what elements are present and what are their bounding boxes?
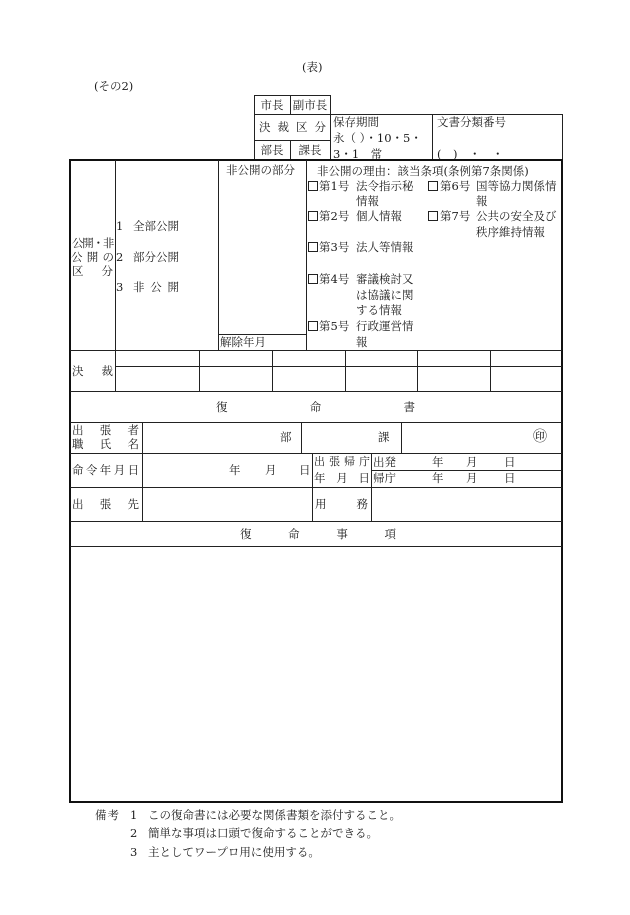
- disclosure-option-number: 1: [116, 219, 124, 233]
- table-rule-h: [70, 391, 562, 392]
- table-rule-v: [306, 160, 307, 350]
- reason-article-text: 情報: [356, 194, 379, 208]
- departure-month-unit: 月: [466, 455, 478, 469]
- traveler-section-field: [302, 423, 374, 453]
- retention-period-options: 永（ ）・10・5・: [333, 131, 422, 145]
- table-rule-v: [432, 114, 433, 160]
- destination-label: 出 張 先: [72, 497, 139, 511]
- traveler-name-field: [402, 423, 527, 453]
- mayor-label: 市長: [260, 98, 284, 112]
- order-date-month-unit: 月: [265, 463, 277, 477]
- dept-suffix-label: 部: [280, 430, 292, 444]
- form-face-label: (表): [302, 60, 323, 74]
- nondisclosure-reason-header: 非公開の理由：該当条項(条例第7条関係): [317, 164, 529, 178]
- reason-article-text: 行政運営情: [356, 319, 414, 333]
- note-text: 主としてワープロ用に使用する。: [148, 845, 320, 859]
- reason-article-text: 個人情報: [356, 209, 402, 223]
- note-number: 3: [130, 845, 138, 859]
- reason-checkbox-2[interactable]: [308, 211, 318, 221]
- nondisclosed-part-label: 非公開の部分: [226, 163, 295, 177]
- order-date-label: 命令年月日: [72, 463, 142, 477]
- disclosure-option-number: 3: [116, 280, 124, 294]
- vice-mayor-label: 副市長: [292, 98, 328, 112]
- notes-label: 備考: [95, 808, 120, 822]
- release-date-label: 解除年月: [220, 335, 266, 349]
- order-date-year-unit: 年: [229, 463, 241, 477]
- nondisclosed-part-field: [219, 178, 305, 333]
- reason-article-text: 法人等情報: [356, 240, 414, 254]
- table-rule-h: [70, 521, 562, 522]
- section-suffix-label: 課: [378, 430, 390, 444]
- reason-article-number: 第2号: [319, 209, 350, 223]
- decision-label: 決 裁: [72, 364, 113, 378]
- report-body-field: [70, 547, 562, 802]
- decision-stamp-grid: [116, 351, 562, 391]
- disclosure-option-none: 非 公 開: [133, 280, 179, 294]
- office-return-year-unit: 年: [432, 471, 444, 485]
- office-return-label: 帰庁: [373, 471, 396, 485]
- disclosure-category-label: 公開・非: [72, 236, 114, 250]
- retention-period-options-2: 3・1 常: [333, 147, 383, 161]
- reason-checkbox-7[interactable]: [428, 211, 438, 221]
- disclosure-category-label: 公 開 の: [71, 250, 114, 264]
- disclosure-option-number: 2: [116, 250, 124, 264]
- reason-checkbox-1[interactable]: [308, 181, 318, 191]
- reason-article-number: 第1号: [319, 179, 350, 193]
- departure-label: 出発: [373, 455, 396, 469]
- doc-class-number-label: 文書分類番号: [437, 115, 506, 129]
- departure-day-unit: 日: [504, 455, 516, 469]
- decision-class-label: 決 裁 区 分: [259, 120, 326, 134]
- departure-year-unit: 年: [432, 455, 444, 469]
- note-number: 1: [130, 808, 138, 822]
- table-rule-h: [254, 140, 331, 141]
- reason-article-text: 国等協力関係情: [476, 179, 557, 193]
- reason-article-text: 公共の安全及び: [476, 209, 557, 223]
- section-chief-label: 課長: [298, 143, 322, 157]
- reason-article-number: 第5号: [319, 319, 350, 333]
- note-text: 簡単な事項は口頭で復命することができる。: [148, 826, 378, 840]
- business-field: [372, 488, 562, 521]
- seal-mark: ㊞: [533, 429, 547, 445]
- table-rule-v: [562, 114, 563, 160]
- retention-period-label: 保存期間: [333, 115, 379, 129]
- office-return-day-unit: 日: [504, 471, 516, 485]
- reason-article-text: 報: [356, 335, 368, 349]
- note-number: 2: [130, 826, 138, 840]
- reason-checkbox-3[interactable]: [308, 242, 318, 252]
- reason-checkbox-5[interactable]: [308, 321, 318, 331]
- form-sheet-label: (その2): [94, 79, 134, 93]
- report-title: 復 命 書: [216, 400, 415, 414]
- disclosure-option-partial: 部分公開: [133, 250, 179, 264]
- traveler-title-name-label: 職 氏 名: [72, 437, 139, 451]
- reason-article-text: は協議に関: [356, 288, 414, 302]
- reason-checkbox-4[interactable]: [308, 274, 318, 284]
- reason-article-text: 法令指示秘: [356, 179, 414, 193]
- reason-article-text: する情報: [356, 303, 402, 317]
- report-items-title: 復 命 事 項: [240, 527, 396, 541]
- reason-article-number: 第3号: [319, 240, 350, 254]
- note-text: この復命書には必要な関係書類を添付すること。: [148, 808, 401, 822]
- business-label: 用 務: [315, 497, 368, 511]
- trip-return-label: 出 張 帰 庁: [314, 455, 370, 468]
- doc-class-number-value: ( ) ・ ・: [437, 147, 504, 161]
- reason-article-text: 審議検討又: [356, 272, 414, 286]
- dept-head-label: 部長: [260, 143, 284, 157]
- destination-field: [143, 488, 311, 521]
- table-rule-h: [254, 114, 331, 115]
- traveler-dept-field: [143, 423, 273, 453]
- office-return-month-unit: 月: [466, 471, 478, 485]
- reason-article-number: 第6号: [440, 179, 471, 193]
- table-rule-h: [70, 453, 562, 454]
- disclosure-category-label: 区 分: [72, 264, 113, 278]
- reason-checkbox-6[interactable]: [428, 181, 438, 191]
- reason-article-number: 第4号: [319, 272, 350, 286]
- reason-article-text: 秩序維持情報: [476, 225, 545, 239]
- reason-article-text: 報: [476, 194, 488, 208]
- disclosure-option-full: 全部公開: [133, 219, 179, 233]
- reason-article-number: 第7号: [440, 209, 471, 223]
- traveler-label: 出 張 者: [72, 423, 139, 437]
- trip-return-date-label: 年 月 日: [314, 471, 370, 485]
- order-date-day-unit: 日: [299, 463, 311, 477]
